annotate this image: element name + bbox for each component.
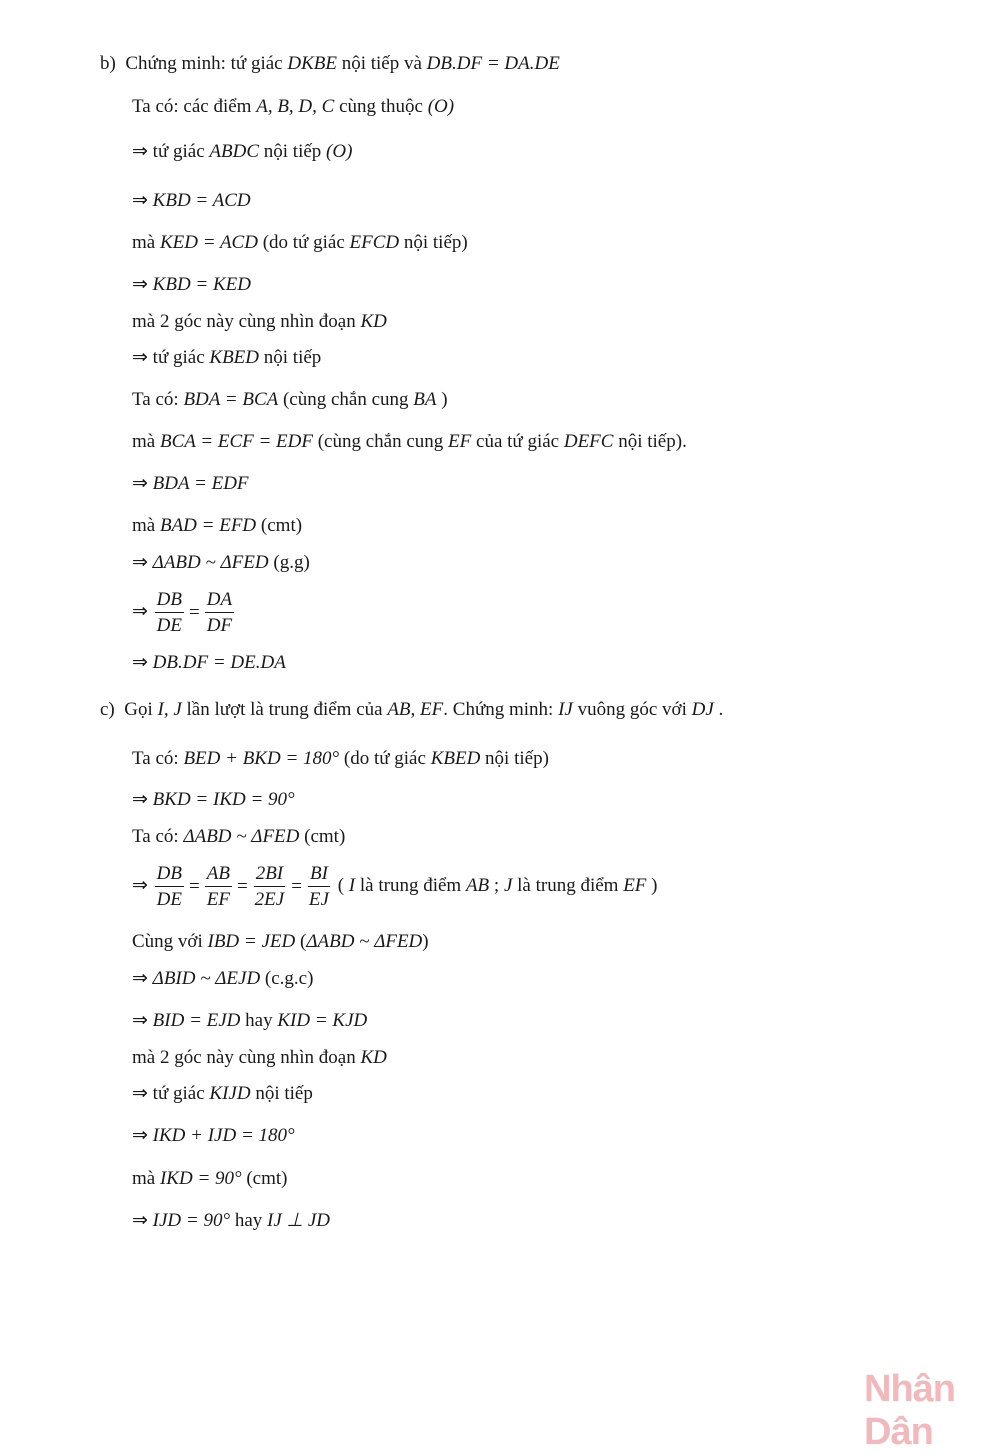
proof-line: ⇒ KBD = KED [132,274,251,295]
proof-line: ⇒ IKD + IJD = 180° [132,1125,295,1146]
proof-line: mà BCA = ECF = EDF (cùng chắn cung EF của tứ giác DEFC nội tiếp). [132,431,687,452]
proof-line: mà KED = ACD (do tứ giác EFCD nội tiếp) [132,232,468,253]
watermark-logo: Nhân Dân [864,1368,955,1453]
proof-line: ⇒ BDA = EDF [132,473,249,494]
proof-line: ⇒ DB.DF = DE.DA [132,652,286,673]
proof-line: ⇒ ΔBID ~ ΔEJD (c.g.c) [132,968,314,989]
proof-line: mà 2 góc này cùng nhìn đoạn KD [132,1047,387,1068]
part-b-heading: b) Chứng minh: tứ giác DKBE nội tiếp và DB.DF = DA.DE [100,53,560,74]
proof-line: ⇒ IJD = 90° hay IJ ⊥ JD [132,1210,330,1231]
proof-line: ⇒ KBD = ACD [132,190,251,211]
proof-line: Ta có: các điểm A, B, D, C cùng thuộc (O) [132,96,455,117]
fraction: $\frac{AB}{EF}$ [206,863,230,910]
fraction: $\frac{DA}{DF}$ [206,589,233,636]
proof-line: Ta có: BED + BKD = 180° (do tứ giác KBED nội tiếp) [132,748,549,769]
fraction-line: ⇒ $\frac{DB}{DE}$ = $\frac{DA}{DF}$ [132,589,233,636]
fraction: $\frac{DB}{DE}$ [156,863,182,910]
proof-line: ⇒ BKD = IKD = 90° [132,789,295,810]
fraction: $\frac{DB}{DE}$ [156,589,182,636]
fraction: $\frac{BI}{EJ}$ [308,863,329,910]
proof-line: ⇒ tứ giác KIJD nội tiếp [132,1083,313,1104]
proof-line: ⇒ BID = EJD hay KID = KJD [132,1010,368,1031]
fraction-line: ⇒ $\frac{DB}{DE}$ = $\frac{AB}{EF}$ = $\frac{2BI}{2EJ}$ = $\frac{BI}{EJ}$ ( I là trung điểm AB ; J là trung điểm EF ) [132,863,658,910]
proof-line: mà BAD = EFD (cmt) [132,515,303,536]
proof-line: mà 2 góc này cùng nhìn đoạn KD [132,311,387,332]
proof-line: ⇒ ΔABD ~ ΔFED (g.g) [132,552,310,573]
proof-line: Ta có: BDA = BCA (cùng chắn cung BA ) [132,389,448,410]
part-c-heading: c) Gọi I, J lần lượt là trung điểm của AB, EF. Chứng minh: IJ vuông góc với DJ . [100,699,724,720]
proof-line: ⇒ tứ giác KBED nội tiếp [132,347,322,368]
proof-line: Cùng với IBD = JED (ΔABD ~ ΔFED) [132,931,429,952]
proof-line: mà IKD = 90° (cmt) [132,1168,288,1189]
fraction: $\frac{2BI}{2EJ}$ [254,863,285,910]
proof-line: Ta có: ΔABD ~ ΔFED (cmt) [132,826,346,847]
proof-line: ⇒ tứ giác ABDC nội tiếp (O) [132,141,353,162]
